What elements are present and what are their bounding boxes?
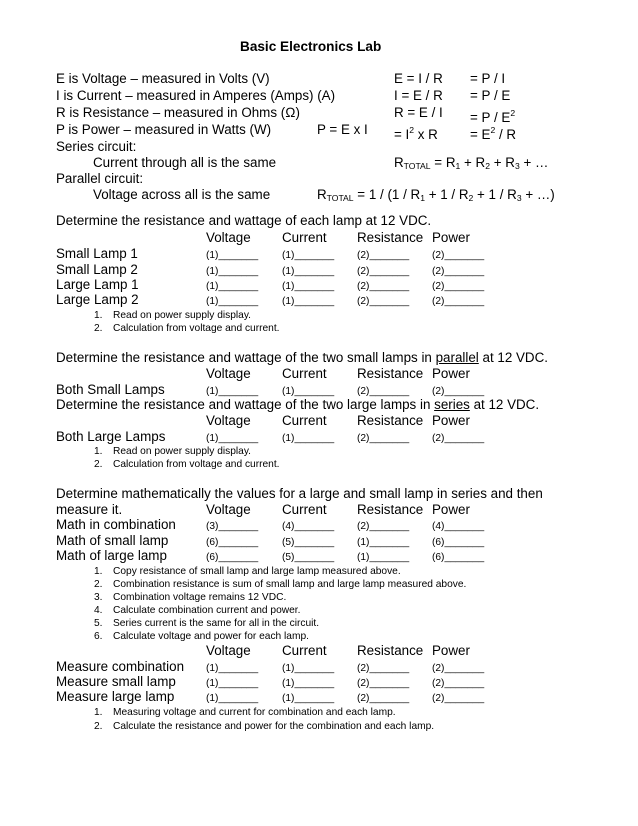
- blank-field[interactable]: (1)_______: [282, 296, 335, 307]
- note-text: Copy resistance of small lamp and large lamp measured above.: [113, 566, 401, 577]
- note-number: 1.: [94, 446, 103, 457]
- blank-field[interactable]: (1)_______: [282, 678, 335, 689]
- blank-field[interactable]: (1)_______: [282, 281, 335, 292]
- def-power: P is Power – measured in Watts (W): [56, 122, 272, 137]
- row-label: Math of small lamp: [56, 533, 169, 548]
- note-text: Calculation from voltage and current.: [113, 323, 280, 334]
- note-number: 6.: [94, 631, 103, 642]
- note-number: 2.: [94, 579, 103, 590]
- blank-field[interactable]: (5)_______: [282, 537, 335, 548]
- blank-field[interactable]: (2)_______: [432, 678, 485, 689]
- row-label: Small Lamp 2: [56, 262, 138, 277]
- row-label: Measure large lamp: [56, 689, 175, 704]
- note-number: 5.: [94, 618, 103, 629]
- note-number: 1.: [94, 310, 103, 321]
- col-power: Power: [432, 230, 470, 245]
- note-text: Read on power supply display.: [113, 446, 251, 457]
- blank-field[interactable]: (2)_______: [357, 296, 410, 307]
- col-power: Power: [432, 502, 470, 517]
- formula-r1: R = E / I: [394, 105, 443, 120]
- section2-intro: Determine the resistance and wattage of the two small lamps in parallel at 12 VDC.: [56, 350, 548, 365]
- blank-field[interactable]: (1)_______: [206, 663, 259, 674]
- col-voltage: Voltage: [206, 366, 251, 381]
- note-text: Calculate voltage and power for each lamp.: [113, 631, 309, 642]
- note-number: 1.: [94, 707, 103, 718]
- row-label: Large Lamp 2: [56, 292, 139, 307]
- def-voltage: E is Voltage – measured in Volts (V): [56, 71, 270, 86]
- formula-i2: = P / E: [470, 88, 511, 103]
- parallel-desc: Voltage across all is the same: [93, 187, 271, 202]
- note-text: Series current is the same for all in the circuit.: [113, 618, 320, 629]
- blank-field[interactable]: (2)_______: [357, 281, 410, 292]
- blank-field[interactable]: (1)_______: [282, 250, 335, 261]
- section4-intro-line2: measure it.: [56, 502, 123, 517]
- blank-field[interactable]: (4)_______: [282, 521, 335, 532]
- col-power: Power: [432, 366, 470, 381]
- section4-intro-line1: Determine mathematically the values for a large and small lamp in series and then: [56, 486, 543, 501]
- blank-field[interactable]: (1)_______: [282, 663, 335, 674]
- col-current: Current: [282, 230, 327, 245]
- blank-field[interactable]: (1)_______: [282, 433, 335, 444]
- col-current: Current: [282, 366, 327, 381]
- blank-field[interactable]: (3)_______: [206, 521, 259, 532]
- col-voltage: Voltage: [206, 502, 251, 517]
- blank-field[interactable]: (2)_______: [432, 693, 485, 704]
- series-desc: Current through all is the same: [93, 155, 277, 170]
- note-number: 3.: [94, 592, 103, 603]
- blank-field[interactable]: (2)_______: [357, 433, 410, 444]
- blank-field[interactable]: (2)_______: [357, 693, 410, 704]
- formula-e2: = P / I: [470, 71, 506, 86]
- blank-field[interactable]: (1)_______: [206, 281, 259, 292]
- note-number: 2.: [94, 323, 103, 334]
- formula-i1: I = E / R: [394, 88, 443, 103]
- col-power: Power: [432, 643, 470, 658]
- blank-field[interactable]: (6)_______: [206, 552, 259, 563]
- col-resistance: Resistance: [357, 643, 424, 658]
- blank-field[interactable]: (1)_______: [206, 433, 259, 444]
- blank-field[interactable]: (6)_______: [432, 537, 485, 548]
- col-current: Current: [282, 643, 327, 658]
- row-label: Both Small Lamps: [56, 382, 165, 397]
- blank-field[interactable]: (2)_______: [432, 281, 485, 292]
- blank-field[interactable]: (2)_______: [432, 266, 485, 277]
- note-text: Measuring voltage and current for combination and each lamp.: [113, 707, 396, 718]
- col-resistance: Resistance: [357, 413, 424, 428]
- blank-field[interactable]: (6)_______: [432, 552, 485, 563]
- row-label: Math of large lamp: [56, 548, 167, 563]
- blank-field[interactable]: (1)_______: [206, 296, 259, 307]
- series-total-formula: $R_{TOTAL} = R_1 + R_2 + R_3$ + …: [394, 155, 549, 171]
- row-label: Measure combination: [56, 659, 185, 674]
- blank-field[interactable]: (2)_______: [357, 678, 410, 689]
- blank-field[interactable]: (5)_______: [282, 552, 335, 563]
- section3-intro: Determine the resistance and wattage of the two large lamps in series at 12 VDC.: [56, 397, 540, 412]
- formula-p2: = $E^2$ / R: [470, 125, 517, 142]
- blank-field[interactable]: (1)_______: [282, 386, 335, 397]
- blank-field[interactable]: (2)_______: [357, 266, 410, 277]
- note-number: 2.: [94, 459, 103, 470]
- note-text: Calculate combination current and power.: [113, 605, 301, 616]
- blank-field[interactable]: (1)_______: [357, 552, 410, 563]
- col-resistance: Resistance: [357, 366, 424, 381]
- col-voltage: Voltage: [206, 413, 251, 428]
- blank-field[interactable]: (2)_______: [432, 296, 485, 307]
- col-current: Current: [282, 502, 327, 517]
- def-current: I is Current – measured in Amperes (Amps) (A): [56, 88, 336, 103]
- power-formula: P = E x I: [317, 122, 368, 137]
- row-label: Math in combination: [56, 517, 176, 532]
- note-text: Calculation from voltage and current.: [113, 459, 280, 470]
- blank-field[interactable]: (1)_______: [206, 386, 259, 397]
- blank-field[interactable]: (2)_______: [357, 521, 410, 532]
- blank-field[interactable]: (1)_______: [206, 678, 259, 689]
- note-text: Read on power supply display.: [113, 310, 251, 321]
- note-number: 4.: [94, 605, 103, 616]
- col-voltage: Voltage: [206, 643, 251, 658]
- formula-e1: E = I / R: [394, 71, 443, 86]
- row-label: Large Lamp 1: [56, 277, 139, 292]
- note-text: Calculate the resistance and power for the combination and each lamp.: [113, 721, 435, 732]
- note-text: Combination voltage remains 12 VDC.: [113, 592, 287, 603]
- blank-field[interactable]: (1)_______: [282, 266, 335, 277]
- section1-intro: Determine the resistance and wattage of each lamp at 12 VDC.: [56, 213, 432, 228]
- blank-field[interactable]: (2)_______: [432, 386, 485, 397]
- col-power: Power: [432, 413, 470, 428]
- note-text: Combination resistance is sum of small lamp and large lamp measured above.: [113, 579, 467, 590]
- blank-field[interactable]: (1)_______: [206, 266, 259, 277]
- col-resistance: Resistance: [357, 502, 424, 517]
- blank-field[interactable]: (4)_______: [432, 521, 485, 532]
- row-label: Measure small lamp: [56, 674, 176, 689]
- formula-r2: = P / $E^2$: [470, 108, 516, 125]
- page-title: Basic Electronics Lab: [240, 39, 382, 54]
- blank-field[interactable]: (2)_______: [432, 663, 485, 674]
- row-label: Both Large Lamps: [56, 429, 166, 444]
- note-number: 2.: [94, 721, 103, 732]
- blank-field[interactable]: (1)_______: [357, 537, 410, 548]
- col-voltage: Voltage: [206, 230, 251, 245]
- blank-field[interactable]: (2)_______: [432, 250, 485, 261]
- formula-p1: = $I^2$ x R: [394, 125, 438, 142]
- parallel-heading: Parallel circuit:: [56, 171, 144, 186]
- blank-field[interactable]: (2)_______: [357, 250, 410, 261]
- col-current: Current: [282, 413, 327, 428]
- blank-field[interactable]: (2)_______: [357, 663, 410, 674]
- parallel-total-formula: $R_{TOTAL} = 1 / (1 / R_1 + 1 / R_2 + 1 / R_3$ + …): [317, 187, 555, 203]
- blank-field[interactable]: (6)_______: [206, 537, 259, 548]
- col-resistance: Resistance: [357, 230, 424, 245]
- def-resistance: R is Resistance – measured in Ohms (Ω): [56, 105, 300, 120]
- series-heading: Series circuit:: [56, 139, 137, 154]
- blank-field[interactable]: (1)_______: [206, 250, 259, 261]
- row-label: Small Lamp 1: [56, 246, 138, 261]
- blank-field[interactable]: (2)_______: [357, 386, 410, 397]
- note-number: 1.: [94, 566, 103, 577]
- blank-field[interactable]: (1)_______: [206, 693, 259, 704]
- blank-field[interactable]: (2)_______: [432, 433, 485, 444]
- blank-field[interactable]: (1)_______: [282, 693, 335, 704]
